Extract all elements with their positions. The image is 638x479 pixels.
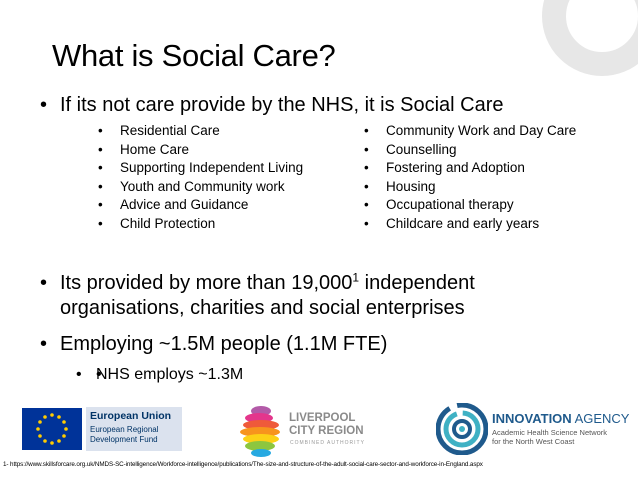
lcr-subtitle: COMBINED AUTHORITY xyxy=(290,440,365,446)
right-care-list xyxy=(364,122,577,234)
bullet-provided-line2: organisations, charities and social enterprises xyxy=(60,297,465,319)
bullet-provided-text: Its provided by more than 19,000 xyxy=(60,272,353,294)
slide-title: What is Social Care? xyxy=(52,38,336,73)
eu-wordmark xyxy=(86,407,182,451)
eu-logo xyxy=(22,405,182,455)
list-item: • Youth and Community work xyxy=(98,178,285,194)
innovation-agency-logo xyxy=(436,401,630,457)
bullet-nhs: • • NHS employs ~1.3M xyxy=(96,365,243,385)
eu-line1: European Union xyxy=(90,410,172,422)
list-item: • Supporting Independent Living xyxy=(98,160,304,176)
bullet-nhs-text: NHS employs ~1.3M xyxy=(96,366,244,383)
eu-flag-icon xyxy=(22,408,82,450)
list-item: • Community Work and Day Care xyxy=(364,123,577,138)
ia-wordmark xyxy=(492,411,629,446)
footnote-marker: 1 xyxy=(352,270,360,285)
ia-brand-light: AGENCY xyxy=(571,411,630,426)
lcr-wordmark: LIVERPOOL CITY REGION xyxy=(289,412,364,437)
list-item: • Counselling xyxy=(364,141,457,157)
bullet-intro xyxy=(60,93,504,117)
footnote-source: 1- https://www.skillsforcare.org.uk/NMDS-SC-intelligence/Workforce-intelligence/publications/The-size-and-structure-of-the-adult-social-care-sector-and-workforce-in-England.aspx xyxy=(3,461,483,468)
bullet-intro-text: If its not care provide by the NHS, it is Social Care xyxy=(60,94,504,116)
list-item: • Housing xyxy=(364,178,436,194)
list-item: • Residential Care xyxy=(98,123,220,138)
list-item: • Childcare and early years xyxy=(364,215,540,231)
bullet-employing xyxy=(60,332,387,356)
ia-subtitle: Academic Health Science Network for the North West Coast xyxy=(492,428,608,446)
bullet-provided-text-end: independent xyxy=(359,272,475,294)
ia-target-icon xyxy=(436,403,488,455)
list-item: • Occupational therapy xyxy=(364,197,514,213)
bullet-employing-text: Employing ~1.5M people (1.1M FTE) xyxy=(60,333,388,355)
liverpool-city-region-logo xyxy=(236,403,376,459)
ia-brand-bold: INNOVATION xyxy=(492,411,572,426)
list-item: • Advice and Guidance xyxy=(98,197,249,213)
left-care-list xyxy=(98,122,304,234)
lcr-rainbow-icon xyxy=(236,403,286,459)
list-item: • Fostering and Adoption xyxy=(364,160,525,176)
corner-ring-decoration xyxy=(542,0,638,76)
list-item: • Child Protection xyxy=(98,215,216,231)
bullet-provided xyxy=(60,271,475,295)
list-item: • Home Care xyxy=(98,141,190,157)
eu-line2: European Regional Development Fund xyxy=(90,425,159,444)
